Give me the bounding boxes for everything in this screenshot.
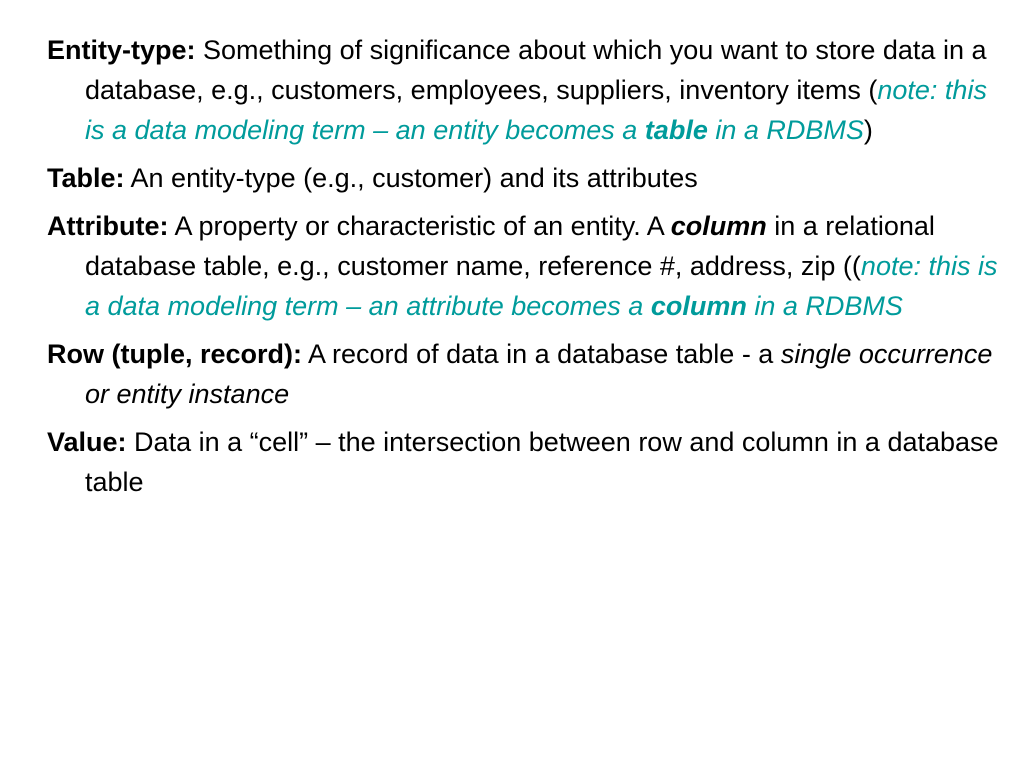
definition-text-cont: in a relational database table, e.g., customer name, reference #, address, zip (( [85,211,935,281]
definition-entity-type [47,30,1002,150]
definition-attribute [47,206,1002,326]
emphasis-column: column [670,211,767,241]
closing-paren: ) [863,115,873,145]
definition-text: A record of data in a database table - a [302,339,781,369]
note-text-end: in a RDBMS [707,115,864,145]
definition-text: A property or characteristic of an entity. A [168,211,671,241]
term-row: Row (tuple, record): [47,339,302,369]
note-emphasis-table: table [644,115,708,145]
term-attribute: Attribute: [47,211,169,241]
note-text: note: this is a data modeling term – an entity becomes a [85,75,987,145]
definition-text: Something of significance about which you want to store data in a database, e.g., customers, employees, suppliers, inventory items ( [85,35,987,105]
note-text-end: in a RDBMS [746,291,903,321]
term-table: Table: [47,163,125,193]
slide-content [47,30,1002,510]
note-emphasis-column: column [650,291,747,321]
emphasis-single-occurrence: single occurrence or entity instance [85,339,993,409]
definition-text: An entity-type (e.g., customer) and its attributes [124,163,698,193]
note-text: note: this is a data modeling term – an attribute becomes a [85,251,998,321]
definition-table [47,158,1002,198]
term-entity-type: Entity-type: [47,35,196,65]
definition-value [47,422,1002,502]
definition-text: Data in a “cell” – the intersection between row and column in a database table [85,427,999,497]
definition-row [47,334,1002,414]
term-value: Value: [47,427,127,457]
